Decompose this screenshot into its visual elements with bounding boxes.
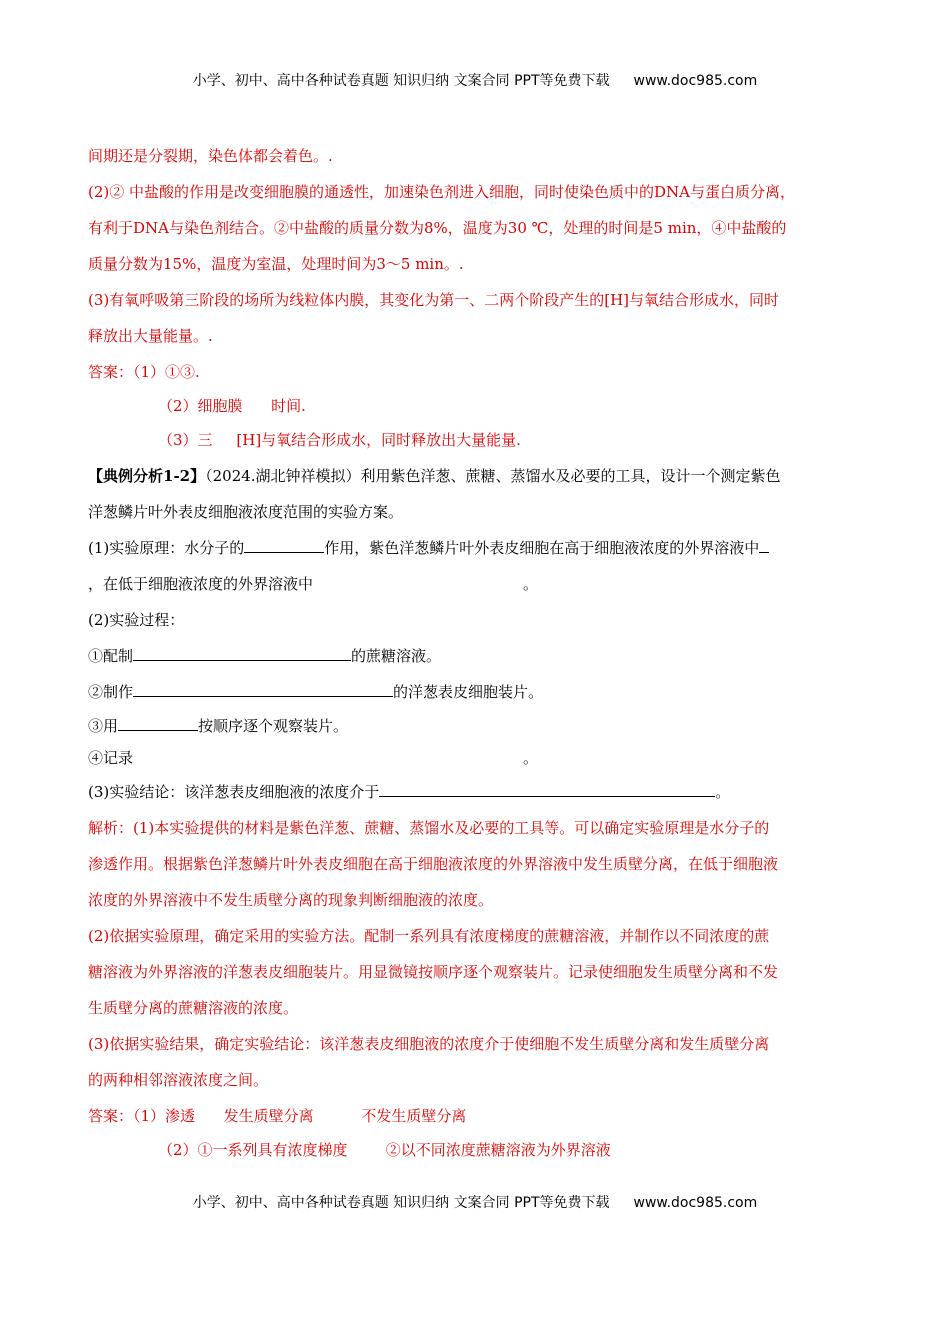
answer-line-3: 有利于DNA与染色剂结合。②中盐酸的质量分数为8%，温度为30 ℃，处理的时间是5 min，④中盐酸的 xyxy=(88,219,787,237)
question-principle-2 xyxy=(88,572,538,596)
blank-principle-1[interactable] xyxy=(244,536,324,553)
answer-line-5: (3)有氧呼吸第三阶段的场所为线粒体内膜，其变化为第一、二两个阶段产生的[H]与氧结合形成水，同时 xyxy=(88,291,780,309)
analysis-line-7: (3)依据实验结果，确定实验结论：该洋葱表皮细胞液的浓度介于使细胞不发生质壁分离和发生质壁分离 xyxy=(88,1035,770,1053)
blank-step-3[interactable] xyxy=(118,714,198,731)
analysis-line-2: 渗透作用。根据紫色洋葱鳞片叶外表皮细胞在高于细胞液浓度的外界溶液中发生质壁分离，在低于细胞液 xyxy=(88,855,779,873)
question-principle-1 xyxy=(88,536,769,560)
answer-key-3: （3）三 [H]与氧结合形成水，同时释放出大量能量. xyxy=(158,431,521,449)
analysis-answer-1: 答案：（1）渗透 发生质壁分离 不发生质壁分离 xyxy=(88,1107,467,1125)
blank-conclusion[interactable] xyxy=(379,780,715,797)
step-1-text-a: ①配制 xyxy=(88,647,134,665)
step-1-text-b: 的蔗糖溶液。 xyxy=(351,647,442,665)
step-2-text-b: 的洋葱表皮细胞装片。 xyxy=(393,683,544,701)
principle-text-b: 作用，紫色洋葱鳞片叶外表皮细胞在高于细胞液浓度的外界溶液中 xyxy=(324,539,760,557)
question-step-4 xyxy=(88,746,538,770)
blank-step-2[interactable] xyxy=(133,680,393,697)
question-title: 【典例分析1-2】 xyxy=(88,467,206,485)
question-intro-text: （2024.湖北钟祥模拟）利用紫色洋葱、蔗糖、蒸馏水及必要的工具，设计一个测定紫色 xyxy=(205,467,781,485)
step-3-text-b: 按顺序逐个观察装片。 xyxy=(198,717,349,735)
header-text: 小学、初中、高中各种试卷真题 知识归纳 文案合同 PPT等免费下载 xyxy=(192,73,610,89)
question-conclusion xyxy=(88,780,730,804)
answer-line-4: 质量分数为15%，温度为室温，处理时间为3～5 min。. xyxy=(88,255,464,273)
question-step-2 xyxy=(88,680,543,704)
question-intro-2: 洋葱鳞片叶外表皮细胞液浓度范围的实验方案。 xyxy=(88,503,404,521)
step-4-text-a: ④记录 xyxy=(88,749,134,767)
principle-text-c: ，在低于细胞液浓度的外界溶液中 xyxy=(88,575,314,593)
answer-line-6: 释放出大量能量。. xyxy=(88,327,213,345)
analysis-line-8: 的两种相邻溶液浓度之间。 xyxy=(88,1071,269,1089)
analysis-line-5: 糖溶液为外界溶液的洋葱表皮细胞装片。用显微镜按顺序逐个观察装片。记录使细胞发生质壁分离和不发 xyxy=(88,963,779,981)
blank-step-1[interactable] xyxy=(133,644,351,661)
footer-site[interactable]: www.doc985.com xyxy=(633,1195,758,1211)
conclusion-text-b: 。 xyxy=(715,783,731,801)
question-process-title: (2)实验过程： xyxy=(88,611,185,629)
step-4-text-b: 。 xyxy=(523,749,539,767)
answer-key-2: （2）细胞膜 时间. xyxy=(158,397,306,415)
analysis-line-3: 浓度的外界溶液中不发生质壁分离的现象判断细胞液的浓度。 xyxy=(88,891,494,909)
page-header xyxy=(0,70,950,90)
step-2-text-a: ②制作 xyxy=(88,683,134,701)
question-step-1 xyxy=(88,644,441,668)
page-footer xyxy=(0,1192,950,1212)
step-3-text-a: ③用 xyxy=(88,717,119,735)
conclusion-text-a: (3)实验结论：该洋葱表皮细胞液的浓度介于 xyxy=(88,783,380,801)
question-intro-1 xyxy=(88,464,781,488)
principle-text-a: (1)实验原理：水分子的 xyxy=(88,539,245,557)
principle-text-d: 。 xyxy=(523,575,539,593)
analysis-answer-2: （2）①一系列具有浓度梯度 ②以不同浓度蔗糖溶液为外界溶液 xyxy=(158,1141,611,1159)
analysis-line-1: 解析：(1)本实验提供的材料是紫色洋葱、蔗糖、蒸馏水及必要的工具等。可以确定实验原理是水分子的 xyxy=(88,819,770,837)
analysis-line-6: 生质壁分离的蔗糖溶液的浓度。 xyxy=(88,999,299,1017)
question-step-3 xyxy=(88,714,348,738)
answer-line-1: 间期还是分裂期，染色体都会着色。. xyxy=(88,147,333,165)
footer-text: 小学、初中、高中各种试卷真题 知识归纳 文案合同 PPT等免费下载 xyxy=(192,1195,610,1211)
header-site[interactable]: www.doc985.com xyxy=(633,73,758,89)
answer-key-1: 答案：（1）①③. xyxy=(88,363,200,381)
blank-principle-2[interactable] xyxy=(759,536,769,553)
analysis-line-4: (2)依据实验原理，确定采用的实验方法。配制一系列具有浓度梯度的蔗糖溶液，并制作以不同浓度的蔗 xyxy=(88,927,770,945)
answer-line-2: (2)② 中盐酸的作用是改变细胞膜的通透性，加速染色剂进入细胞，同时使染色质中的DNA与蛋白质分离， xyxy=(88,183,796,201)
